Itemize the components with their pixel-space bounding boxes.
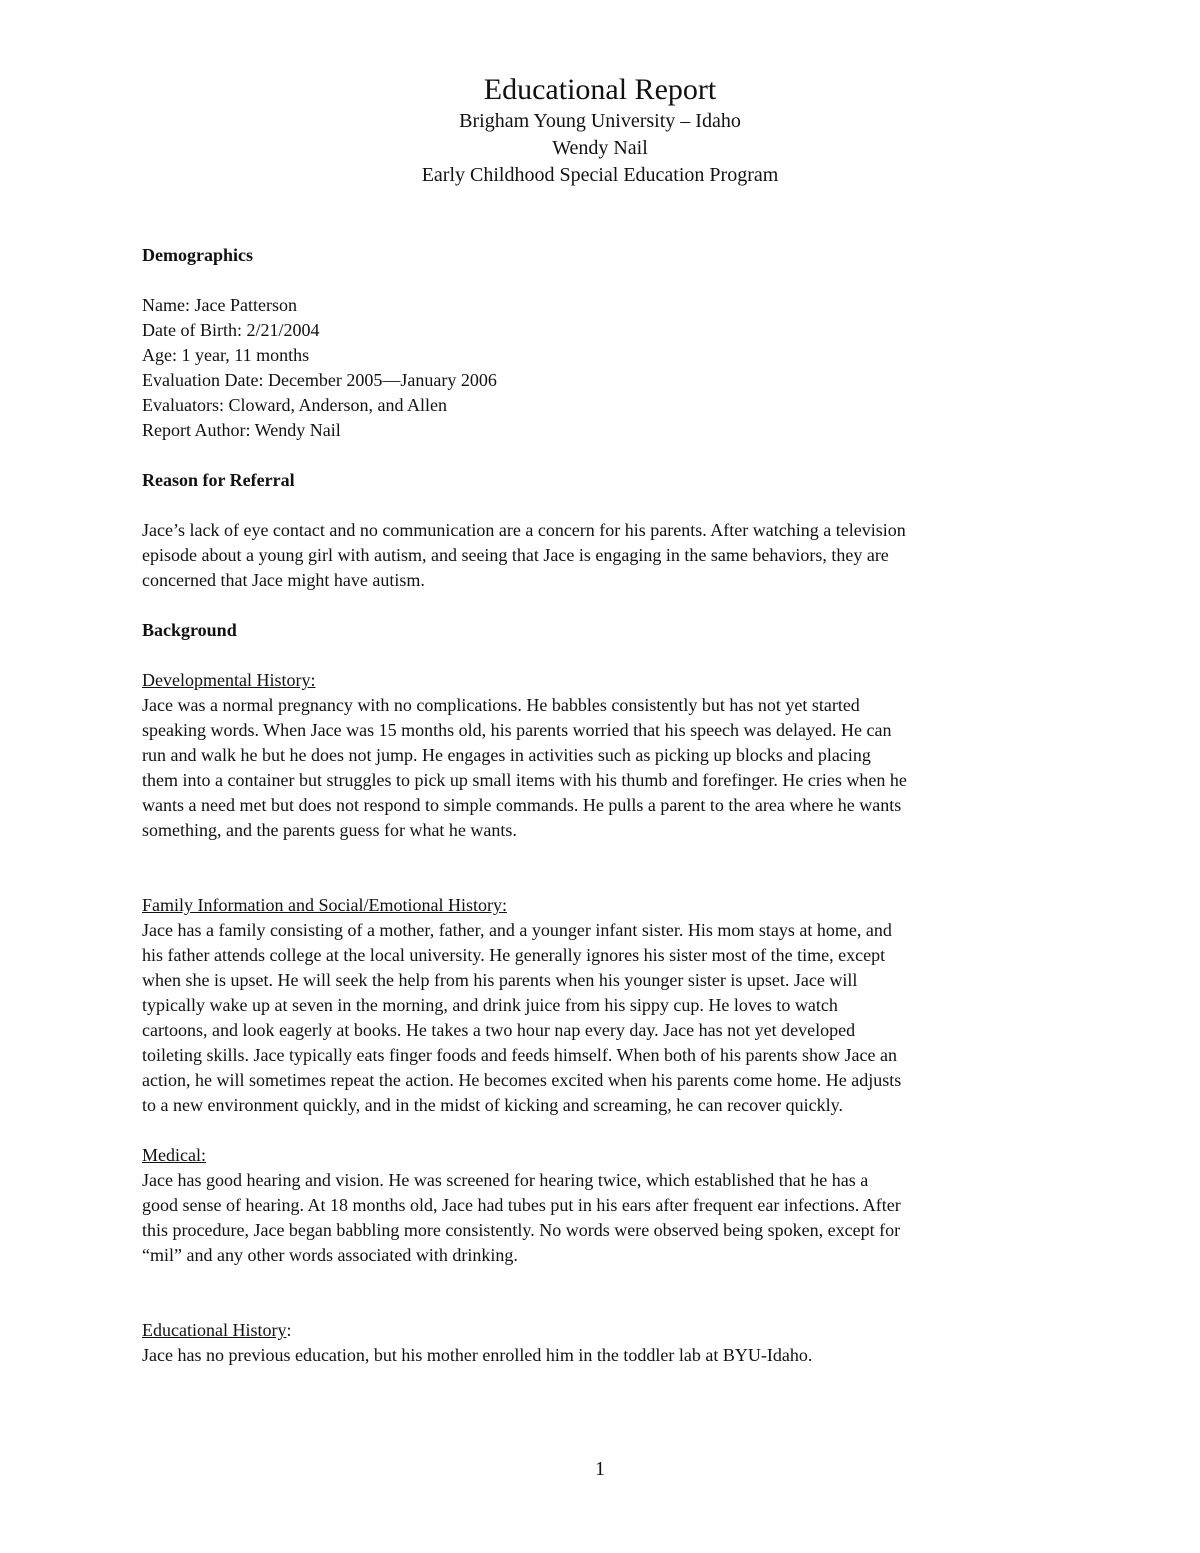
institution-name: Brigham Young University – Idaho <box>459 110 741 132</box>
paragraph-line: speaking words. When Jace was 15 months old, his parents worried that his speech was delayed. He can <box>142 720 892 740</box>
paragraph-line: his father attends college at the local university. He generally ignores his sister most of the time, except <box>142 945 886 965</box>
paragraph-line: to a new environment quickly, and in the midst of kicking and screaming, he can recover quickly. <box>142 1095 843 1115</box>
educational-history-subheading: Educational History <box>142 1320 287 1340</box>
paragraph-line: run and walk he but he does not jump. He engages in activities such as picking up blocks and placing <box>142 745 871 765</box>
page-number: 1 <box>595 1458 605 1480</box>
educational-history-paragraph <box>142 1343 1072 1368</box>
paragraph-line: Jace has a family consisting of a mother, father, and a younger infant sister. His mom stays at home, and <box>142 920 892 940</box>
educational-history-colon: : <box>286 1320 292 1340</box>
program-name: Early Childhood Special Education Program <box>421 164 779 186</box>
demographic-name: Name: Jace Patterson <box>142 295 297 315</box>
demographic-evaluators: Evaluators: Cloward, Anderson, and Allen <box>142 395 447 415</box>
background-heading: Background <box>142 620 237 640</box>
demographic-evaluation-date: Evaluation Date: December 2005—January 2006 <box>142 370 497 390</box>
paragraph-line: concerned that Jace might have autism. <box>142 570 425 590</box>
paragraph-line: Jace has no previous education, but his mother enrolled him in the toddler lab at BYU-Idaho. <box>142 1345 813 1365</box>
medical-paragraph <box>142 1168 1072 1268</box>
page-title: Educational Report <box>483 73 717 106</box>
paragraph-line: cartoons, and look eagerly at books. He takes a two hour nap every day. Jace has not yet developed <box>142 1020 856 1040</box>
paragraph-line: good sense of hearing. At 18 months old, Jace had tubes put in his ears after frequent ear infections. After <box>142 1195 901 1215</box>
paragraph-line: this procedure, Jace began babbling more consistently. No words were observed being spoken, except for <box>142 1220 901 1240</box>
developmental-history-subheading: Developmental History: <box>142 670 316 690</box>
demographic-dob: Date of Birth: 2/21/2004 <box>142 320 320 340</box>
report-header <box>0 72 1200 189</box>
paragraph-line: them into a container but struggles to pick up small items with his thumb and forefinger. He cries when he <box>142 770 907 790</box>
paragraph-line: typically wake up at seven in the morning, and drink juice from his sippy cup. He loves to watch <box>142 995 838 1015</box>
paragraph-line: Jace has good hearing and vision. He was screened for hearing twice, which established that he has a <box>142 1170 869 1190</box>
paragraph-line: when she is upset. He will seek the help from his parents when his younger sister is upset. Jace will <box>142 970 858 990</box>
medical-subheading: Medical: <box>142 1145 206 1165</box>
paragraph-line: action, he will sometimes repeat the action. He becomes excited when his parents come home. He adjusts <box>142 1070 902 1090</box>
developmental-history-paragraph <box>142 693 1072 843</box>
paragraph-line: Jace was a normal pregnancy with no complications. He babbles consistently but has not yet started <box>142 695 860 715</box>
family-history-paragraph <box>142 918 1072 1118</box>
referral-heading: Reason for Referral <box>142 470 295 490</box>
paragraph-line: Jace’s lack of eye contact and no communication are a concern for his parents. After watching a television <box>142 520 906 540</box>
paragraph-line: wants a need met but does not respond to simple commands. He pulls a parent to the area where he wants <box>142 795 902 815</box>
author-name: Wendy Nail <box>552 137 648 159</box>
report-body <box>142 243 1072 1368</box>
demographic-report-author: Report Author: Wendy Nail <box>142 420 341 440</box>
paragraph-line: “mil” and any other words associated with drinking. <box>142 1245 518 1265</box>
paragraph-line: something, and the parents guess for what he wants. <box>142 820 517 840</box>
family-history-subheading: Family Information and Social/Emotional History: <box>142 895 507 915</box>
demographic-age: Age: 1 year, 11 months <box>142 345 310 365</box>
demographics-heading: Demographics <box>142 245 253 265</box>
referral-paragraph <box>142 518 1072 593</box>
paragraph-line: episode about a young girl with autism, and seeing that Jace is engaging in the same behaviors, they are <box>142 545 889 565</box>
paragraph-line: toileting skills. Jace typically eats finger foods and feeds himself. When both of his parents show Jace an <box>142 1045 897 1065</box>
educational-history-heading-line <box>142 1318 1072 1343</box>
